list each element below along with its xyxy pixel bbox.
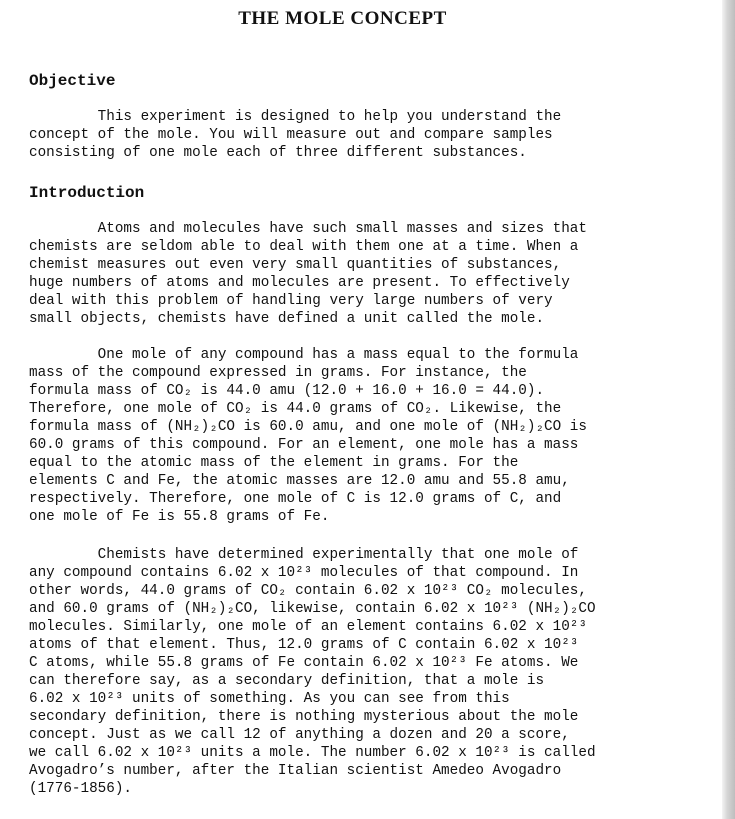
introduction-heading: Introduction bbox=[29, 184, 145, 202]
introduction-paragraph-2 bbox=[29, 346, 669, 526]
text-line: 60.0 grams of this compound. For an element, one mole has a mass bbox=[29, 437, 579, 453]
text-line: can therefore say, as a secondary definition, that a mole is bbox=[29, 673, 545, 689]
text-line: concept. Just as we call 12 of anything a dozen and 20 a score, bbox=[29, 727, 570, 743]
text-line: atoms of that element. Thus, 12.0 grams of C contain 6.02 x 10²³ bbox=[29, 637, 579, 653]
text-line: equal to the atomic mass of the element in grams. For the bbox=[29, 455, 519, 471]
text-line: concept of the mole. You will measure out and compare samples bbox=[29, 127, 553, 143]
text-line: molecules. Similarly, one mole of an element contains 6.02 x 10²³ bbox=[29, 619, 587, 635]
text-line: respectively. Therefore, one mole of C is 12.0 grams of C, and bbox=[29, 491, 562, 507]
introduction-paragraph-3 bbox=[29, 546, 669, 798]
objective-paragraph bbox=[29, 108, 669, 162]
text-line: elements C and Fe, the atomic masses are 12.0 amu and 55.8 amu, bbox=[29, 473, 570, 489]
text-line: Therefore, one mole of CO₂ is 44.0 grams of CO₂. Likewise, the bbox=[29, 401, 562, 417]
introduction-paragraph-1 bbox=[29, 220, 669, 328]
text-line: mass of the compound expressed in grams. For instance, the bbox=[29, 365, 527, 381]
text-line: any compound contains 6.02 x 10²³ molecules of that compound. In bbox=[29, 565, 579, 581]
text-line: huge numbers of atoms and molecules are present. To effectively bbox=[29, 275, 570, 291]
text-line: other words, 44.0 grams of CO₂ contain 6.02 x 10²³ CO₂ molecules, bbox=[29, 583, 587, 599]
text-line: consisting of one mole each of three different substances. bbox=[29, 145, 527, 161]
text-line: chemist measures out even very small quantities of substances, bbox=[29, 257, 562, 273]
text-line: This experiment is designed to help you understand the bbox=[29, 109, 562, 125]
text-line: Avogadro’s number, after the Italian scientist Amedeo Avogadro bbox=[29, 763, 562, 779]
text-line: secondary definition, there is nothing mysterious about the mole bbox=[29, 709, 579, 725]
text-line: small objects, chemists have defined a unit called the mole. bbox=[29, 311, 545, 327]
text-line: and 60.0 grams of (NH₂)₂CO, likewise, contain 6.02 x 10²³ (NH₂)₂CO bbox=[29, 601, 596, 617]
text-line: deal with this problem of handling very large numbers of very bbox=[29, 293, 553, 309]
text-line: C atoms, while 55.8 grams of Fe contain 6.02 x 10²³ Fe atoms. We bbox=[29, 655, 579, 671]
page-title: THE MOLE CONCEPT bbox=[238, 8, 447, 29]
text-line: one mole of Fe is 55.8 grams of Fe. bbox=[29, 509, 330, 525]
text-line: formula mass of CO₂ is 44.0 amu (12.0 + 16.0 + 16.0 = 44.0). bbox=[29, 383, 545, 399]
text-line: formula mass of (NH₂)₂CO is 60.0 amu, and one mole of (NH₂)₂CO is bbox=[29, 419, 587, 435]
text-line: Chemists have determined experimentally that one mole of bbox=[29, 547, 579, 563]
text-line: chemists are seldom able to deal with them one at a time. When a bbox=[29, 239, 579, 255]
text-line: One mole of any compound has a mass equal to the formula bbox=[29, 347, 579, 363]
text-line: we call 6.02 x 10²³ units a mole. The number 6.02 x 10²³ is called bbox=[29, 745, 596, 761]
text-line: Atoms and molecules have such small masses and sizes that bbox=[29, 221, 587, 237]
text-line: 6.02 x 10²³ units of something. As you can see from this bbox=[29, 691, 510, 707]
objective-heading: Objective bbox=[29, 72, 116, 90]
page-edge-shadow bbox=[722, 0, 735, 819]
text-line: (1776-1856). bbox=[29, 781, 133, 797]
